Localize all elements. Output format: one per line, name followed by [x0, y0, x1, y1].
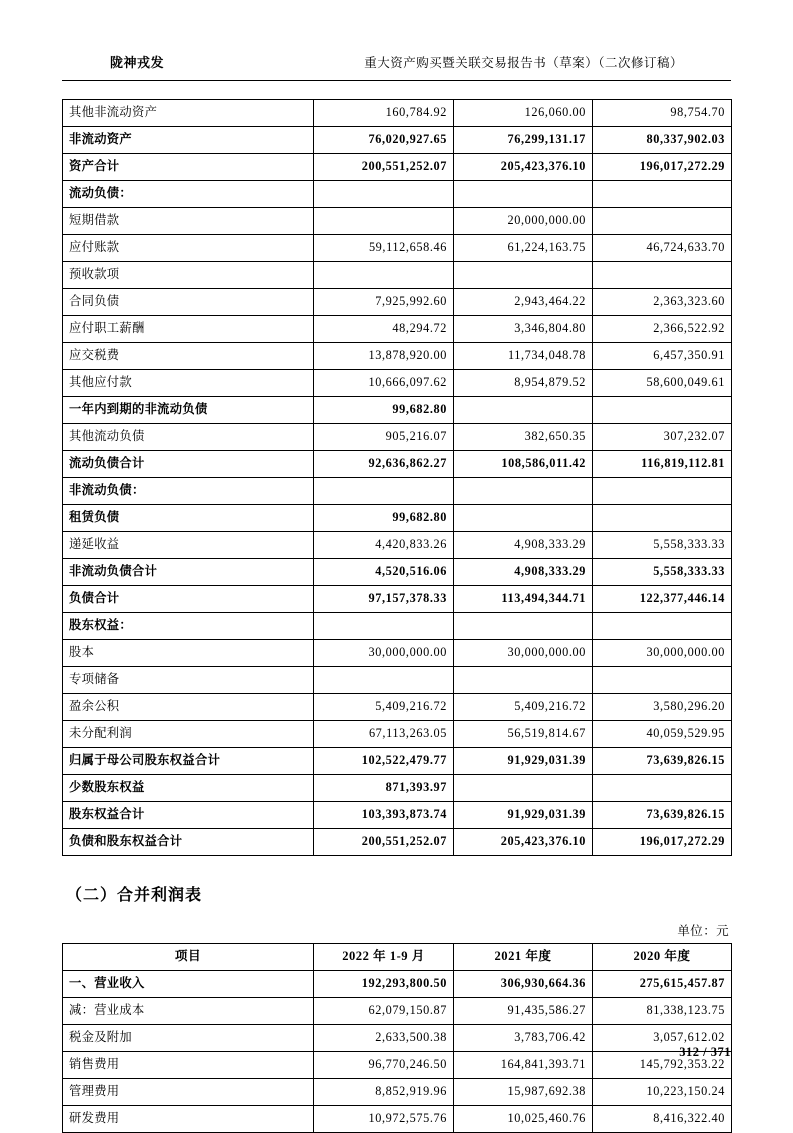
row-value-2: 108,586,011.42 — [454, 451, 593, 478]
row-value-1: 67,113,263.05 — [314, 721, 454, 748]
row-value-1: 92,636,862.27 — [314, 451, 454, 478]
table-row — [63, 451, 732, 478]
row-value-1: 160,784.92 — [314, 100, 454, 127]
row-value-3: 6,457,350.91 — [593, 343, 732, 370]
row-label: 应付职工薪酬 — [63, 316, 314, 343]
row-value-1 — [314, 208, 454, 235]
row-label: 股东权益： — [63, 613, 314, 640]
row-label: 合同负债 — [63, 289, 314, 316]
row-label: 盈余公积 — [63, 694, 314, 721]
row-label: 归属于母公司股东权益合计 — [63, 748, 314, 775]
row-value-2: 2,943,464.22 — [454, 289, 593, 316]
row-label: 负债和股东权益合计 — [63, 829, 314, 856]
table-row — [63, 262, 732, 289]
row-value-2: 11,734,048.78 — [454, 343, 593, 370]
row-value-3: 58,600,049.61 — [593, 370, 732, 397]
table-row — [63, 748, 732, 775]
row-value-3: 30,000,000.00 — [593, 640, 732, 667]
column-header-period-2: 2021 年度 — [454, 944, 593, 971]
row-value-2: 113,494,344.71 — [454, 586, 593, 613]
table-row — [63, 613, 732, 640]
row-value-2: 91,929,031.39 — [454, 748, 593, 775]
table-row — [63, 424, 732, 451]
row-value-3 — [593, 613, 732, 640]
row-value-3: 116,819,112.81 — [593, 451, 732, 478]
table-row — [63, 343, 732, 370]
row-value-2: 126,060.00 — [454, 100, 593, 127]
row-label: 销售费用 — [63, 1052, 314, 1079]
row-value-1: 5,409,216.72 — [314, 694, 454, 721]
row-value-3: 5,558,333.33 — [593, 532, 732, 559]
row-value-3: 5,558,333.33 — [593, 559, 732, 586]
row-label: 非流动负债合计 — [63, 559, 314, 586]
row-value-2: 306,930,664.36 — [454, 971, 593, 998]
table-row — [63, 478, 732, 505]
row-label: 流动负债合计 — [63, 451, 314, 478]
row-value-2: 61,224,163.75 — [454, 235, 593, 262]
row-value-3 — [593, 505, 732, 532]
row-value-1: 76,020,927.65 — [314, 127, 454, 154]
row-value-2: 3,783,706.42 — [454, 1025, 593, 1052]
row-value-3: 145,792,353.22 — [593, 1052, 732, 1079]
column-header-period-1: 2022 年 1-9 月 — [314, 944, 454, 971]
row-value-1: 48,294.72 — [314, 316, 454, 343]
row-label: 股本 — [63, 640, 314, 667]
row-value-1: 871,393.97 — [314, 775, 454, 802]
row-label: 一年内到期的非流动负债 — [63, 397, 314, 424]
row-value-3: 98,754.70 — [593, 100, 732, 127]
row-value-2: 205,423,376.10 — [454, 154, 593, 181]
row-value-1: 10,972,575.76 — [314, 1106, 454, 1133]
row-label: 其他应付款 — [63, 370, 314, 397]
row-value-1: 2,633,500.38 — [314, 1025, 454, 1052]
row-value-3: 3,580,296.20 — [593, 694, 732, 721]
table-row — [63, 1079, 732, 1106]
row-value-3: 196,017,272.29 — [593, 829, 732, 856]
table-row — [63, 586, 732, 613]
row-label: 非流动资产 — [63, 127, 314, 154]
row-value-1: 99,682.80 — [314, 397, 454, 424]
row-label: 少数股东权益 — [63, 775, 314, 802]
table-row — [63, 370, 732, 397]
row-value-3 — [593, 262, 732, 289]
row-value-3: 81,338,123.75 — [593, 998, 732, 1025]
row-label: 未分配利润 — [63, 721, 314, 748]
row-value-2: 91,929,031.39 — [454, 802, 593, 829]
row-label: 递延收益 — [63, 532, 314, 559]
row-value-2: 10,025,460.76 — [454, 1106, 593, 1133]
row-value-2: 382,650.35 — [454, 424, 593, 451]
row-value-1: 200,551,252.07 — [314, 154, 454, 181]
row-value-2: 5,409,216.72 — [454, 694, 593, 721]
row-value-1: 192,293,800.50 — [314, 971, 454, 998]
table-row — [63, 100, 732, 127]
row-value-2: 8,954,879.52 — [454, 370, 593, 397]
row-value-1 — [314, 262, 454, 289]
row-value-1: 102,522,479.77 — [314, 748, 454, 775]
row-value-2 — [454, 262, 593, 289]
row-value-3 — [593, 181, 732, 208]
row-value-2: 205,423,376.10 — [454, 829, 593, 856]
row-value-2: 56,519,814.67 — [454, 721, 593, 748]
table-row — [63, 316, 732, 343]
row-value-3 — [593, 667, 732, 694]
row-label: 减：营业成本 — [63, 998, 314, 1025]
table-row — [63, 181, 732, 208]
row-value-2 — [454, 397, 593, 424]
row-label: 研发费用 — [63, 1106, 314, 1133]
row-value-3: 3,057,612.02 — [593, 1025, 732, 1052]
row-label: 股东权益合计 — [63, 802, 314, 829]
table-row — [63, 1106, 732, 1133]
row-value-2: 4,908,333.29 — [454, 532, 593, 559]
row-label: 租赁负债 — [63, 505, 314, 532]
row-label: 应交税费 — [63, 343, 314, 370]
row-value-1: 8,852,919.96 — [314, 1079, 454, 1106]
row-value-3: 2,363,323.60 — [593, 289, 732, 316]
row-value-1: 7,925,992.60 — [314, 289, 454, 316]
row-value-1 — [314, 667, 454, 694]
row-value-2 — [454, 181, 593, 208]
row-label: 一、营业收入 — [63, 971, 314, 998]
row-value-1: 30,000,000.00 — [314, 640, 454, 667]
row-label: 专项储备 — [63, 667, 314, 694]
table-row — [63, 397, 732, 424]
table-row — [63, 1052, 732, 1079]
page-header — [62, 52, 731, 71]
column-header-item: 项目 — [63, 944, 314, 971]
row-value-1: 200,551,252.07 — [314, 829, 454, 856]
row-value-2: 164,841,393.71 — [454, 1052, 593, 1079]
table-row — [63, 154, 732, 181]
row-value-1: 59,112,658.46 — [314, 235, 454, 262]
table-row — [63, 559, 732, 586]
row-value-2 — [454, 505, 593, 532]
row-value-3: 10,223,150.24 — [593, 1079, 732, 1106]
row-value-1 — [314, 478, 454, 505]
row-value-1 — [314, 181, 454, 208]
row-value-3: 80,337,902.03 — [593, 127, 732, 154]
row-value-2: 76,299,131.17 — [454, 127, 593, 154]
row-label: 其他流动负债 — [63, 424, 314, 451]
header-divider — [62, 80, 731, 81]
row-label: 其他非流动资产 — [63, 100, 314, 127]
table-row — [63, 802, 732, 829]
row-label: 管理费用 — [63, 1079, 314, 1106]
table-row — [63, 775, 732, 802]
table-row — [63, 208, 732, 235]
row-label: 税金及附加 — [63, 1025, 314, 1052]
row-label: 短期借款 — [63, 208, 314, 235]
row-value-1: 13,878,920.00 — [314, 343, 454, 370]
income-statement-heading: （二）合并利润表 — [66, 887, 203, 904]
row-value-1: 62,079,150.87 — [314, 998, 454, 1025]
income-statement-unit: 单位：元 — [677, 924, 729, 938]
table-row — [63, 694, 732, 721]
row-label: 流动负债： — [63, 181, 314, 208]
table-row — [63, 1025, 732, 1052]
row-value-1 — [314, 613, 454, 640]
column-header-period-3: 2020 年度 — [593, 944, 732, 971]
row-value-2: 3,346,804.80 — [454, 316, 593, 343]
page-number: 312 / 371 — [679, 1045, 731, 1059]
row-label: 负债合计 — [63, 586, 314, 613]
row-value-3: 46,724,633.70 — [593, 235, 732, 262]
row-value-2 — [454, 667, 593, 694]
row-value-3: 73,639,826.15 — [593, 802, 732, 829]
row-value-3: 307,232.07 — [593, 424, 732, 451]
table-row — [63, 235, 732, 262]
header-company-name: 陇神戎发 — [110, 55, 165, 70]
row-value-2: 15,987,692.38 — [454, 1079, 593, 1106]
table-row — [63, 127, 732, 154]
table-row — [63, 829, 732, 856]
table-row — [63, 505, 732, 532]
row-label: 资产合计 — [63, 154, 314, 181]
row-value-2: 30,000,000.00 — [454, 640, 593, 667]
row-value-2: 4,908,333.29 — [454, 559, 593, 586]
row-value-1: 103,393,873.74 — [314, 802, 454, 829]
row-value-3: 275,615,457.87 — [593, 971, 732, 998]
row-value-1: 905,216.07 — [314, 424, 454, 451]
table-header-row — [63, 944, 732, 971]
row-value-3: 2,366,522.92 — [593, 316, 732, 343]
table-row — [63, 667, 732, 694]
row-value-2 — [454, 478, 593, 505]
table-row — [63, 289, 732, 316]
row-value-1: 96,770,246.50 — [314, 1052, 454, 1079]
row-value-1: 4,520,516.06 — [314, 559, 454, 586]
table-row — [63, 721, 732, 748]
row-value-3: 8,416,322.40 — [593, 1106, 732, 1133]
row-value-2 — [454, 613, 593, 640]
row-label: 应付账款 — [63, 235, 314, 262]
row-label: 预收款项 — [63, 262, 314, 289]
row-value-2: 20,000,000.00 — [454, 208, 593, 235]
row-value-1: 4,420,833.26 — [314, 532, 454, 559]
table-row — [63, 998, 732, 1025]
row-value-1: 97,157,378.33 — [314, 586, 454, 613]
row-value-3 — [593, 775, 732, 802]
table-row — [63, 640, 732, 667]
row-value-3: 122,377,446.14 — [593, 586, 732, 613]
row-value-3: 196,017,272.29 — [593, 154, 732, 181]
row-value-3 — [593, 208, 732, 235]
row-value-3 — [593, 397, 732, 424]
row-value-2: 91,435,586.27 — [454, 998, 593, 1025]
row-value-1: 99,682.80 — [314, 505, 454, 532]
income-statement-table — [62, 943, 732, 1133]
table-row — [63, 532, 732, 559]
row-label: 非流动负债： — [63, 478, 314, 505]
table-row — [63, 971, 732, 998]
row-value-2 — [454, 775, 593, 802]
row-value-3: 40,059,529.95 — [593, 721, 732, 748]
row-value-3 — [593, 478, 732, 505]
balance-sheet-table — [62, 99, 732, 856]
row-value-3: 73,639,826.15 — [593, 748, 732, 775]
row-value-1: 10,666,097.62 — [314, 370, 454, 397]
header-document-title: 重大资产购买暨关联交易报告书（草案）（二次修订稿） — [364, 56, 683, 70]
